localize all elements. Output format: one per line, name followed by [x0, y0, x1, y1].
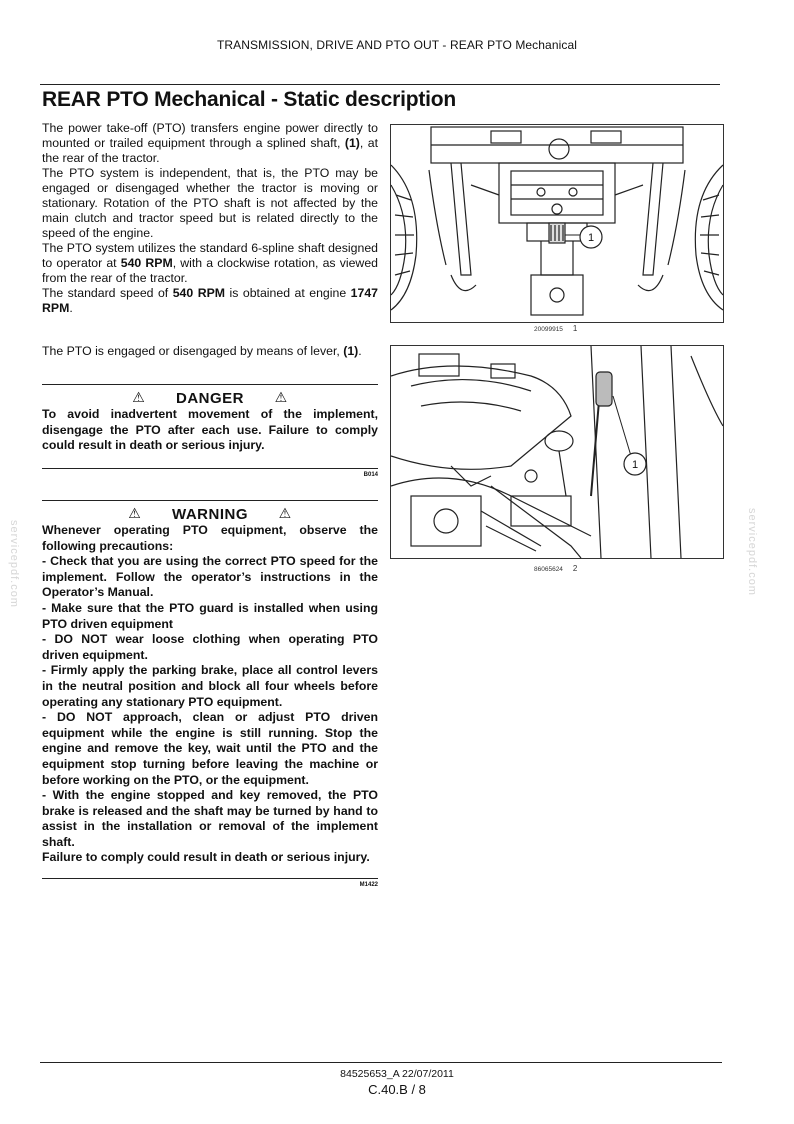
warning-triangle-icon: ⚠ — [128, 505, 142, 521]
footer-rule — [40, 1062, 722, 1063]
intro-paragraph-3: The PTO system utilizes the standard 6-spline shaft designed to operator at 540 RPM, with a clockwise rotation, as viewed from the rear of the tractor. — [42, 241, 378, 285]
warning-line: - DO NOT wear loose clothing when operating PTO driven equipment. — [42, 632, 378, 662]
figure-pto-lever — [390, 345, 724, 559]
warning-box — [42, 500, 378, 888]
rear-pto-illustration — [391, 125, 723, 322]
watermark: servicepdf.com — [746, 508, 758, 596]
warning-line: Failure to comply could result in death or serious injury. — [42, 850, 370, 865]
danger-code: B014 — [363, 471, 378, 478]
intro-paragraph-4: The standard speed of 540 RPM is obtained at engine 1747 RPM. — [42, 286, 378, 315]
warning-line: - With the engine stopped and key removed, the PTO brake is released and the shaft may be turned by hand to assist in the installation or removal of the implement shaft. — [42, 788, 378, 849]
pto-lever-illustration — [391, 346, 723, 558]
intro-paragraph-1: The power take-off (PTO) transfers engine power directly to mounted or trailed equipment through a splined shaft, (1), at the rear of the tractor. — [42, 121, 378, 165]
page-title: REAR PTO Mechanical - Static description — [42, 88, 457, 111]
warning-text — [42, 523, 378, 866]
warning-line: - Firmly apply the parking brake, place all control levers in the neutral position and block all four wheels before operating any stationary PTO equipment. — [42, 663, 378, 709]
figure-caption: 20099915 1 — [534, 324, 578, 333]
warning-line: - Make sure that the PTO guard is installed when using PTO driven equipment — [42, 600, 378, 631]
warning-code: M1422 — [359, 882, 378, 889]
warning-triangle-icon: ⚠ — [274, 389, 288, 405]
warning-line: - Check that you are using the correct PTO speed for the implement. Follow the operator’s instructions in the Operator’s Manual. — [42, 554, 378, 600]
figure-caption: 86065624 2 — [534, 564, 578, 573]
intro-paragraph-2: The PTO system is independent, that is, the PTO may be engaged or disengaged whether the tractor is moving or stationary. Rotation of the PTO shaft is not affected by the main clutch and tractor speed but is related directly to the speed of the engine. — [42, 166, 378, 240]
figure-callout: 1 — [587, 232, 595, 244]
running-header: TRANSMISSION, DRIVE AND PTO OUT - REAR PTO Mechanical — [216, 38, 578, 52]
warning-triangle-icon: ⚠ — [278, 505, 292, 521]
warning-triangle-icon: ⚠ — [132, 389, 146, 405]
page-number: C.40.B / 8 — [368, 1082, 426, 1097]
danger-heading: ⚠ DANGER ⚠ — [132, 389, 288, 407]
warning-line: Whenever operating PTO equipment, observe the following precautions: — [42, 523, 378, 553]
intro-text — [42, 121, 378, 316]
warning-line: - DO NOT approach, clean or adjust PTO driven equipment while the engine is still running. Stop the engine and remove the key, wait until the PTO and the equipment stop turning before leaving the machine or before working on the PTO, or the equipment. — [42, 710, 378, 787]
watermark: servicepdf.com — [8, 520, 20, 608]
title-rule — [40, 84, 720, 85]
danger-text: To avoid inadvertent movement of the implement, disengage the PTO after each use. Failure to comply could result in death or serious injury. — [42, 407, 378, 453]
warning-heading: ⚠ WARNING ⚠ — [128, 505, 292, 523]
figure-callout: 1 — [631, 459, 639, 471]
danger-box — [42, 384, 378, 478]
engage-text: The PTO is engaged or disengaged by means of lever, (1). — [42, 344, 362, 358]
figure-rear-pto-shaft — [390, 124, 724, 323]
document-number: 84525653_A 22/07/2011 — [340, 1068, 454, 1080]
